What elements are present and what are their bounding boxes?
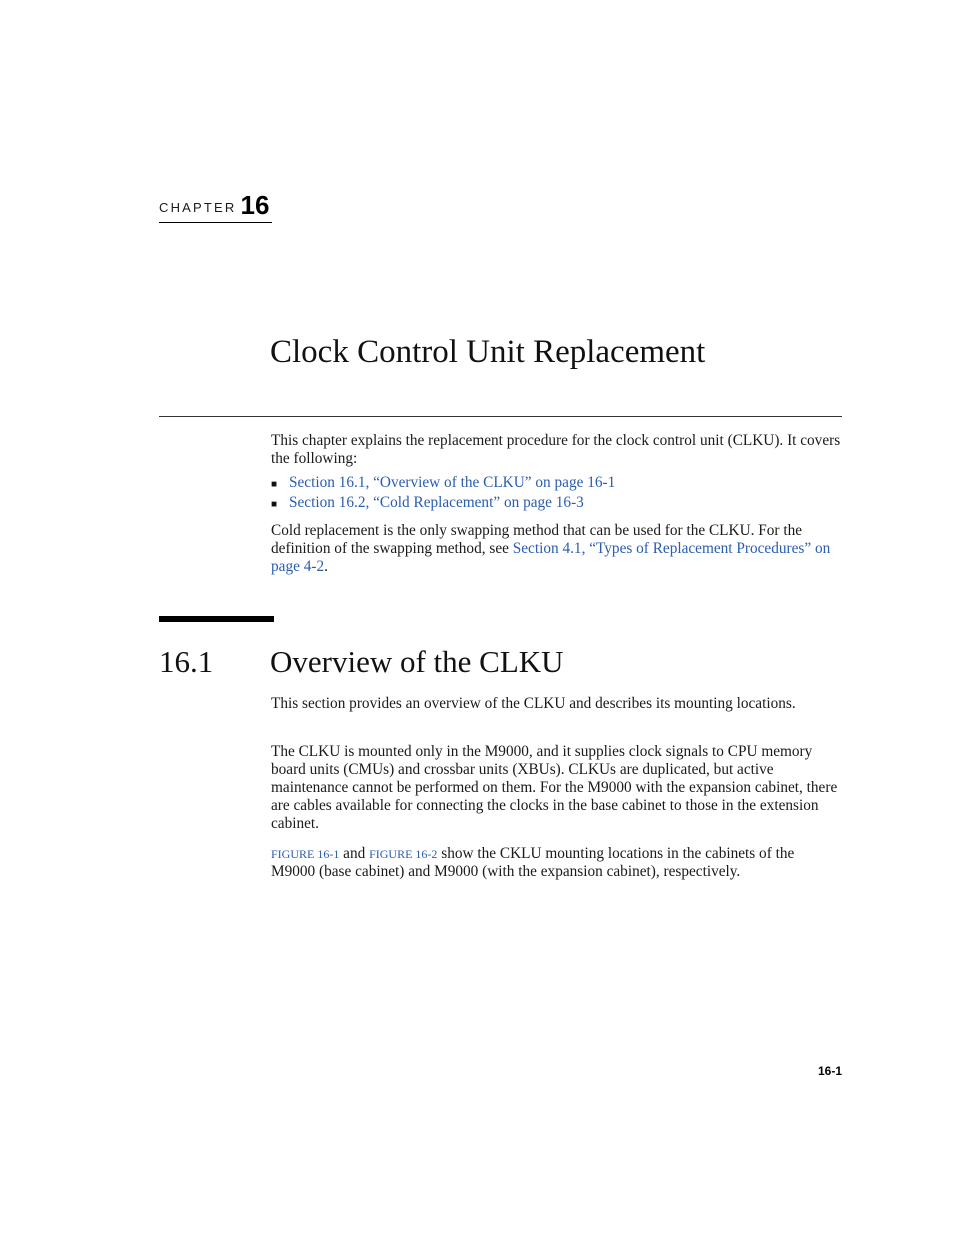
cold-text-before: Cold replacement is the only swapping method that can be used for the CLKU. For the definition of the swapping method, see — [271, 522, 803, 557]
bullet-square-icon: ■ — [271, 499, 278, 510]
section-para1-text: This section provides an overview of the CLKU and describes its mounting locations. — [271, 695, 796, 712]
section-paragraph-1 — [271, 695, 842, 713]
list-item — [271, 494, 842, 514]
title-divider — [159, 416, 842, 417]
chapter-word: CHAPTER — [159, 200, 237, 215]
section-para2-text: The CLKU is mounted only in the M9000, and it supplies clock signals to CPU memory board units (CMUs) and crossbar units (XBUs). CLKUs are duplicated, but active maintenance cannot be performed on them. For the M9000 with the expansion cabinet, there are cables available for connecting the clocks in the base cabinet to those in the extension cabinet. — [271, 743, 838, 832]
intro-paragraph — [271, 432, 842, 468]
chapter-label — [159, 190, 272, 223]
section-bar — [159, 616, 274, 622]
toc-link-cold-replacement[interactable]: Section 16.2, “Cold Replacement” on page 16-3 — [289, 494, 584, 511]
section-number: 16.1 — [159, 644, 214, 679]
figure-16-2-link[interactable]: FIGURE 16-2 — [369, 847, 438, 861]
toc-list — [271, 474, 842, 514]
toc-link-overview[interactable]: Section 16.1, “Overview of the CLKU” on page 16-1 — [289, 474, 616, 491]
section-para3-text — [271, 845, 842, 881]
cold-replacement-paragraph — [271, 522, 842, 576]
section-title: Overview of the CLKU — [270, 644, 564, 679]
types-of-replacement-link[interactable]: Section 4.1, “Types of Replacement Procedures” on page 4-2 — [271, 540, 831, 575]
intro-text: This chapter explains the replacement procedure for the clock control unit (CLKU). It covers the following: — [271, 432, 841, 467]
cold-text-after: . — [324, 558, 328, 575]
figure-16-1-link[interactable]: FIGURE 16-1 — [271, 847, 340, 861]
page-number: 16-1 — [817, 1064, 842, 1078]
para3-rest: show the CKLU mounting locations in the cabinets of the M9000 (base cabinet) and M9000 (with the expansion cabinet), respectively. — [271, 845, 795, 880]
section-paragraph-3 — [271, 845, 842, 881]
bullet-square-icon: ■ — [271, 479, 278, 490]
chapter-number: 16 — [240, 190, 270, 220]
chapter-title: Clock Control Unit Replacement — [270, 334, 706, 370]
cold-replacement-text — [271, 522, 842, 576]
section-paragraph-2 — [271, 743, 842, 833]
para3-and: and — [339, 845, 370, 862]
list-item — [271, 474, 842, 494]
